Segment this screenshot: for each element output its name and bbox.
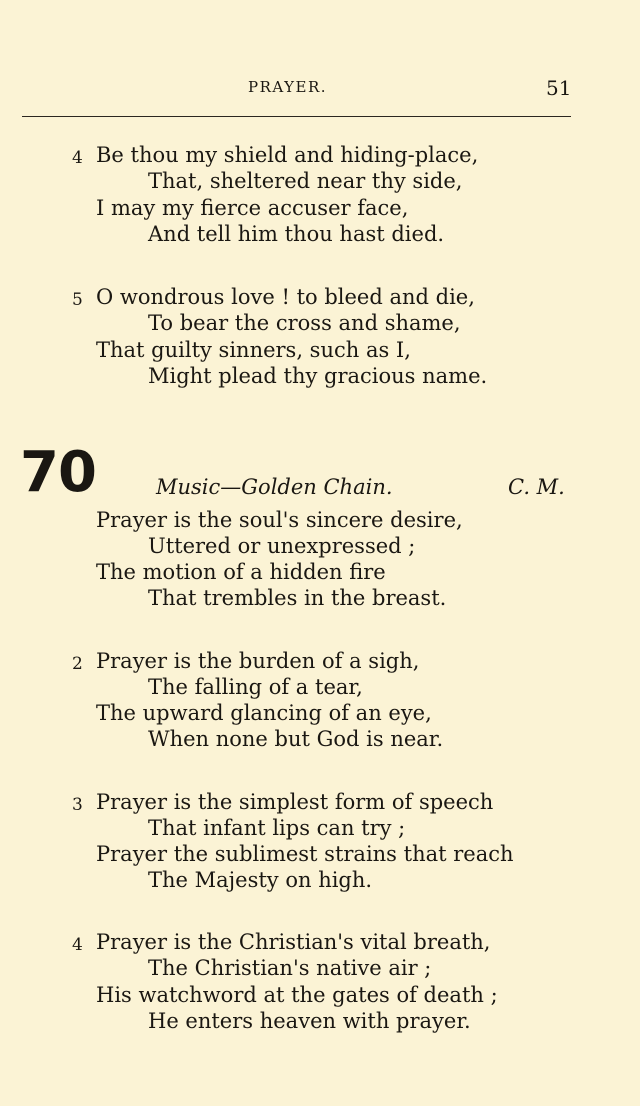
verse-line: When none but God is near.	[148, 727, 444, 751]
stanza-number: 4	[72, 148, 83, 168]
verse-line: The Majesty on high.	[148, 868, 373, 892]
verse-line: The upward glancing of an eye,	[96, 701, 432, 725]
verse-line: His watchword at the gates of death ;	[96, 983, 498, 1007]
page-number: 51	[546, 76, 572, 100]
verse-line: I may my fierce accuser face,	[96, 196, 409, 220]
verse-line: The motion of a hidden fire	[96, 560, 386, 584]
verse-line: Might plead thy gracious name.	[148, 364, 488, 388]
verse-line: Prayer is the soul's sincere desire,	[96, 508, 463, 532]
meter: C. M.	[508, 475, 565, 499]
verse-line: Prayer is the simplest form of speech	[96, 790, 494, 814]
verse-line: Be thou my shield and hiding-place,	[96, 143, 479, 167]
verse-line: He enters heaven with prayer.	[148, 1009, 471, 1033]
verse-line: O wondrous love ! to bleed and die,	[96, 285, 475, 309]
verse-line: Prayer the sublimest strains that reach	[96, 842, 514, 866]
hymn-number: 70	[20, 440, 96, 505]
stanza-number: 2	[72, 654, 83, 674]
stanza-number: 4	[72, 935, 83, 955]
verse-line: That trembles in the breast.	[148, 586, 447, 610]
stanza-number: 5	[72, 290, 83, 310]
verse-line: That guilty sinners, such as I,	[96, 338, 411, 362]
verse-line: And tell him thou hast died.	[148, 222, 445, 246]
verse-line: Prayer is the burden of a sigh,	[96, 649, 420, 673]
verse-line: Uttered or unexpressed ;	[148, 534, 416, 558]
tune-name: Music—Golden Chain.	[156, 475, 393, 499]
verse-line: That, sheltered near thy side,	[148, 169, 463, 193]
header-rule	[22, 116, 571, 117]
stanza-number: 3	[72, 795, 83, 815]
verse-line: To bear the cross and shame,	[148, 311, 461, 335]
verse-line: The Christian's native air ;	[148, 956, 432, 980]
verse-line: Prayer is the Christian's vital breath,	[96, 930, 491, 954]
verse-line: That infant lips can try ;	[148, 816, 406, 840]
verse-line: The falling of a tear,	[148, 675, 363, 699]
running-title: PRAYER.	[248, 78, 328, 96]
